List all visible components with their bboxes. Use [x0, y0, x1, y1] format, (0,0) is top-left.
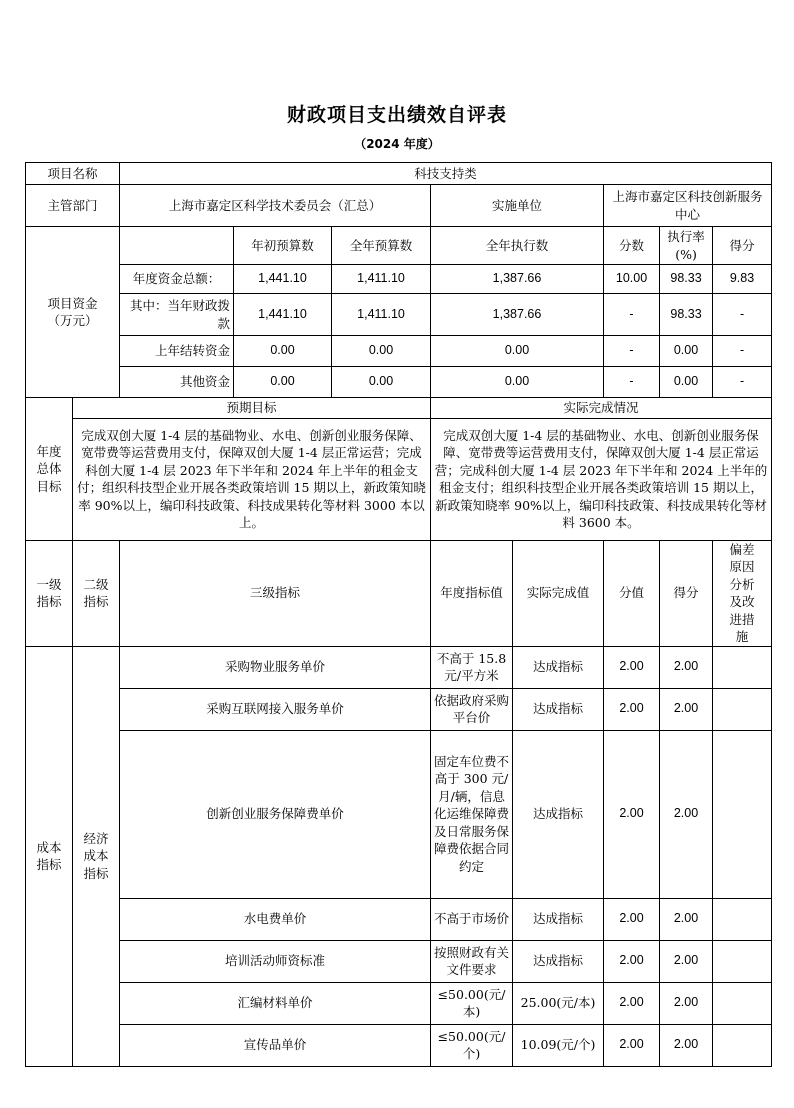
indicator-actual: 达成指标: [513, 688, 604, 730]
performance-table: [25, 162, 772, 1067]
indicator-header-cell: 分值: [604, 540, 660, 646]
indicator-deviation: [713, 982, 772, 1024]
indicator-score: 2.00: [660, 1024, 713, 1066]
funds-cell: 1,441.10: [234, 294, 332, 336]
indicator-name: 采购互联网接入服务单价: [120, 688, 431, 730]
indicator-weight: 2.00: [604, 688, 660, 730]
funds-row: [26, 265, 772, 294]
funds-cell: -: [604, 336, 660, 367]
indicator-deviation: [713, 646, 772, 688]
funds-row-label: 其中：当年财政拨款: [120, 294, 234, 336]
implementer-value: 上海市嘉定区科技创新服务中心: [604, 185, 772, 227]
funds-cell: -: [713, 336, 772, 367]
indicator-score: 2.00: [660, 688, 713, 730]
indicator-header-cell: 一级指标: [26, 540, 73, 646]
indicator-target: ≤50.00(元/个): [431, 1024, 513, 1066]
funds-cell: 98.33: [660, 265, 713, 294]
funds-cell: 0.00: [431, 336, 604, 367]
goals-text-row: [26, 418, 772, 540]
indicator-actual: 达成指标: [513, 940, 604, 982]
indicator-score: 2.00: [660, 646, 713, 688]
goals-header-row: [26, 398, 772, 419]
indicator-deviation: [713, 688, 772, 730]
funds-cell: 0.00: [660, 336, 713, 367]
funds-cell: 1,387.66: [431, 294, 604, 336]
indicator-name: 创新创业服务保障费单价: [120, 730, 431, 898]
funds-cell: 1,387.66: [431, 265, 604, 294]
indicator-actual: 达成指标: [513, 646, 604, 688]
indicator-row: [26, 688, 772, 730]
indicator-score: 2.00: [660, 898, 713, 940]
indicator-row: [26, 898, 772, 940]
indicator-name: 汇编材料单价: [120, 982, 431, 1024]
indicator-actual: 达成指标: [513, 898, 604, 940]
indicator-header-row: [26, 540, 772, 646]
funds-row-label: 上年结转资金: [120, 336, 234, 367]
department-row: [26, 185, 772, 227]
department-label: 主管部门: [26, 185, 120, 227]
funds-header-cell: 分数: [604, 227, 660, 265]
indicator-weight: 2.00: [604, 730, 660, 898]
indicator-target: 按照财政有关文件要求: [431, 940, 513, 982]
indicator-deviation: [713, 898, 772, 940]
indicator-target: 不高于市场价: [431, 898, 513, 940]
project-name-value: 科技支持类: [120, 163, 772, 185]
indicator-actual: 达成指标: [513, 730, 604, 898]
funds-header-cell: 全年预算数: [332, 227, 431, 265]
indicator-target: 依据政府采购平台价: [431, 688, 513, 730]
indicator-header-cell: 年度指标值: [431, 540, 513, 646]
funds-cell: 0.00: [332, 367, 431, 398]
funds-row-label: 其他资金: [120, 367, 234, 398]
funds-cell: -: [713, 367, 772, 398]
funds-cell: 1,411.10: [332, 294, 431, 336]
indicator-deviation: [713, 730, 772, 898]
indicator-name: 培训活动师资标准: [120, 940, 431, 982]
funds-cell: 10.00: [604, 265, 660, 294]
funds-row: [26, 294, 772, 336]
project-name-label: 项目名称: [26, 163, 120, 185]
funds-cell: 9.83: [713, 265, 772, 294]
indicator-header-cell: 实际完成值: [513, 540, 604, 646]
indicator-row: [26, 730, 772, 898]
funds-row: [26, 367, 772, 398]
implementer-label: 实施单位: [431, 185, 604, 227]
indicator-target: 固定车位费不高于 300 元/月/辆，信息化运维保障费及日常服务保障费依据合同约定: [431, 730, 513, 898]
level1-indicator: 成本指标: [26, 646, 73, 1066]
funds-cell: 0.00: [660, 367, 713, 398]
actual-goal-text: 完成双创大厦 1-4 层的基础物业、水电、创新创业服务保障、宽带费等运营费用支付，保障双创大厦 1-4 层正常运营；完成科创大厦 1-4 层 2023 年下半年和 2024 上半年的租金支付；组织科技型企业开展各类政策培训 15 期以上，新政策知晓率 90%以上，编印科技政策、科技成果转化等材料 3600 本。: [431, 418, 772, 540]
funds-cell: 1,441.10: [234, 265, 332, 294]
funds-section-label: 项目资金（万元）: [26, 227, 120, 398]
actual-goal-header: 实际完成情况: [431, 398, 772, 419]
indicator-score: 2.00: [660, 940, 713, 982]
indicator-name: 水电费单价: [120, 898, 431, 940]
indicator-row: [26, 1024, 772, 1066]
funds-cell: -: [713, 294, 772, 336]
funds-cell: 1,411.10: [332, 265, 431, 294]
funds-row: [26, 336, 772, 367]
funds-header-cell: 执行率(%): [660, 227, 713, 265]
indicator-name: 采购物业服务单价: [120, 646, 431, 688]
indicator-target: 不高于 15.8 元/平方米: [431, 646, 513, 688]
indicator-header-cell: 三级指标: [120, 540, 431, 646]
indicator-name: 宣传品单价: [120, 1024, 431, 1066]
indicator-weight: 2.00: [604, 646, 660, 688]
indicator-header-cell: 得分: [660, 540, 713, 646]
funds-cell: -: [604, 367, 660, 398]
funds-row-label: 年度资金总额：: [120, 265, 234, 294]
indicator-score: 2.00: [660, 730, 713, 898]
indicator-actual: 25.00(元/本): [513, 982, 604, 1024]
page-subtitle: （2024 年度）: [354, 137, 440, 151]
project-name-row: [26, 163, 772, 185]
goals-section-label: 年度总体目标: [26, 398, 73, 541]
indicator-weight: 2.00: [604, 982, 660, 1024]
indicator-row: [26, 982, 772, 1024]
funds-cell: 0.00: [234, 367, 332, 398]
indicator-row: [26, 940, 772, 982]
indicator-actual: 10.09(元/个): [513, 1024, 604, 1066]
expected-goal-header: 预期目标: [73, 398, 431, 419]
funds-cell: 98.33: [660, 294, 713, 336]
indicator-header-cell: 二级指标: [73, 540, 120, 646]
department-value: 上海市嘉定区科学技术委员会（汇总）: [120, 185, 431, 227]
expected-goal-text: 完成双创大厦 1-4 层的基础物业、水电、创新创业服务保障、宽带费等运营费用支付，保障双创大厦 1-4 层正常运营；完成科创大厦 1-4 层 2023 年下半年和 2024 年上半年的租金支付；组织科技型企业开展各类政策培训 15 期以上，新政策知晓率 90%以上，编印科技政策、科技成果转化等材料 3000 本以上。: [73, 418, 431, 540]
funds-cell: 0.00: [234, 336, 332, 367]
funds-cell: -: [604, 294, 660, 336]
funds-header-cell: 得分: [713, 227, 772, 265]
page-title: 财政项目支出绩效自评表: [286, 104, 507, 126]
funds-header-cell: 全年执行数: [431, 227, 604, 265]
indicator-weight: 2.00: [604, 1024, 660, 1066]
indicator-weight: 2.00: [604, 898, 660, 940]
indicator-header-cell: 偏差原因分析及改进措施: [713, 540, 772, 646]
indicator-weight: 2.00: [604, 940, 660, 982]
indicator-deviation: [713, 940, 772, 982]
funds-blank-header: [120, 227, 234, 265]
funds-header-row: [26, 227, 772, 265]
indicator-score: 2.00: [660, 982, 713, 1024]
indicator-target: ≤50.00(元/本): [431, 982, 513, 1024]
funds-header-cell: 年初预算数: [234, 227, 332, 265]
level2-indicator: 经济成本指标: [73, 646, 120, 1066]
funds-cell: 0.00: [332, 336, 431, 367]
indicator-row: [26, 646, 772, 688]
indicator-deviation: [713, 1024, 772, 1066]
funds-cell: 0.00: [431, 367, 604, 398]
